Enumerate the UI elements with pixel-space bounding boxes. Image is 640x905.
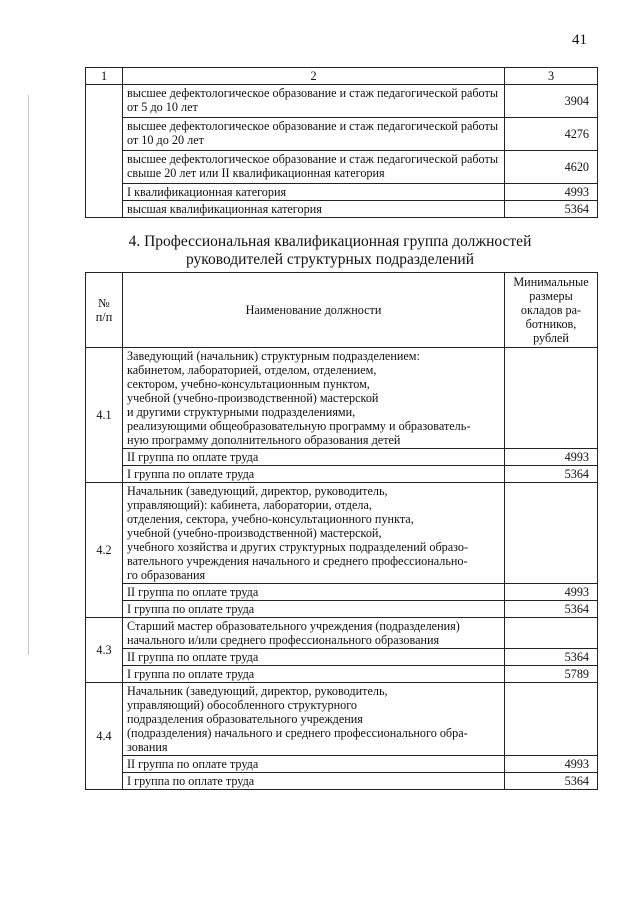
table-row xyxy=(86,618,598,649)
table-row xyxy=(86,773,598,790)
pay-group-value: 4993 xyxy=(505,756,598,773)
pay-group-label: II группа по оплате труда xyxy=(123,649,505,666)
qualification-table xyxy=(85,272,598,790)
row-text: высшее дефектологическое образование и стаж педагогической работы свыше 20 лет или II квалификационная категория xyxy=(123,151,505,184)
pay-group-label: II группа по оплате труда xyxy=(123,756,505,773)
empty-cell xyxy=(505,483,598,584)
pay-group-label: I группа по оплате труда xyxy=(123,666,505,683)
row-text: высшее дефектологическое образование и стаж педагогической работы от 5 до 10 лет xyxy=(123,85,505,118)
row-text: высшее дефектологическое образование и стаж педагогической работы от 10 до 20 лет xyxy=(123,118,505,151)
empty-cell xyxy=(86,85,123,218)
table-row xyxy=(86,348,598,449)
pay-group-label: II группа по оплате труда xyxy=(123,584,505,601)
empty-cell xyxy=(505,683,598,756)
pay-group-value: 5364 xyxy=(505,466,598,483)
column-number-1: 1 xyxy=(86,68,123,85)
table-row xyxy=(86,584,598,601)
row-value: 4620 xyxy=(505,151,598,184)
table-row xyxy=(86,649,598,666)
pay-group-value: 4993 xyxy=(505,584,598,601)
pay-group-label: I группа по оплате труда xyxy=(123,466,505,483)
pay-group-label: I группа по оплате труда xyxy=(123,773,505,790)
row-number: 4.4 xyxy=(86,683,123,790)
header-minimum-salary: Минимальные размеры окладов ра- ботников, рублей xyxy=(505,273,598,348)
scan-margin-line xyxy=(28,95,30,655)
pay-group-value: 5364 xyxy=(505,773,598,790)
row-text: высшая квалификационная категория xyxy=(123,201,505,218)
table-row xyxy=(86,118,598,151)
row-value: 4993 xyxy=(505,184,598,201)
section-title-line-2: руководителей структурных подразделений xyxy=(185,251,474,268)
table-row xyxy=(86,184,598,201)
pay-group-value: 5364 xyxy=(505,601,598,618)
pay-group-value: 5364 xyxy=(505,649,598,666)
top-table xyxy=(85,67,598,218)
table-row xyxy=(86,756,598,773)
table-row xyxy=(86,466,598,483)
header-position-name: Наименование должности xyxy=(123,273,505,348)
table-header-row xyxy=(86,273,598,348)
position-description: Начальник (заведующий, директор, руководитель, управляющий) обособленного структурного подразделения образовательного учреждения (подразделения) начального и среднего профессионального обра- зования xyxy=(123,683,505,756)
page-number: 41 xyxy=(572,32,587,48)
position-description: Заведующий (начальник) структурным подразделением: кабинетом, лабораторией, отделом, отделением, сектором, учебно-консультационным пунктом, учебной (учебно-производственной) мастерской и другими структурными подразделениями, реализующими общеобразовательную программу и образователь- ную программу дополнительного образования детей xyxy=(123,348,505,449)
row-value: 5364 xyxy=(505,201,598,218)
section-title xyxy=(70,233,590,269)
table-header-row xyxy=(86,68,598,85)
section-title-line-1: 4. Профессиональная квалификационная группа должностей xyxy=(128,233,532,250)
pay-group-value: 5789 xyxy=(505,666,598,683)
column-number-2: 2 xyxy=(123,68,505,85)
table-row xyxy=(86,666,598,683)
column-number-3: 3 xyxy=(505,68,598,85)
row-number: 4.1 xyxy=(86,348,123,483)
table-row xyxy=(86,601,598,618)
table-row xyxy=(86,85,598,118)
row-value: 3904 xyxy=(505,85,598,118)
empty-cell xyxy=(505,618,598,649)
row-text: I квалификационная категория xyxy=(123,184,505,201)
position-description: Начальник (заведующий, директор, руководитель, управляющий): кабинета, лаборатории, отдела, отделения, сектора, учебно-консультационного пункта, учебной (учебно-производственной) мастерской, учебного хозяйства и других структурных подразделений образо- вательного учреждения начального и среднего профессионально- го образования xyxy=(123,483,505,584)
empty-cell xyxy=(505,348,598,449)
table-row xyxy=(86,683,598,756)
table-row xyxy=(86,151,598,184)
row-value: 4276 xyxy=(505,118,598,151)
header-number: № п/п xyxy=(86,273,123,348)
pay-group-label: II группа по оплате труда xyxy=(123,449,505,466)
pay-group-label: I группа по оплате труда xyxy=(123,601,505,618)
pay-group-value: 4993 xyxy=(505,449,598,466)
table-row xyxy=(86,483,598,584)
row-number: 4.3 xyxy=(86,618,123,683)
table-row xyxy=(86,449,598,466)
table-row xyxy=(86,201,598,218)
position-description: Старший мастер образовательного учреждения (подразделения) начального и/или среднего профессионального образования xyxy=(123,618,505,649)
row-number: 4.2 xyxy=(86,483,123,618)
